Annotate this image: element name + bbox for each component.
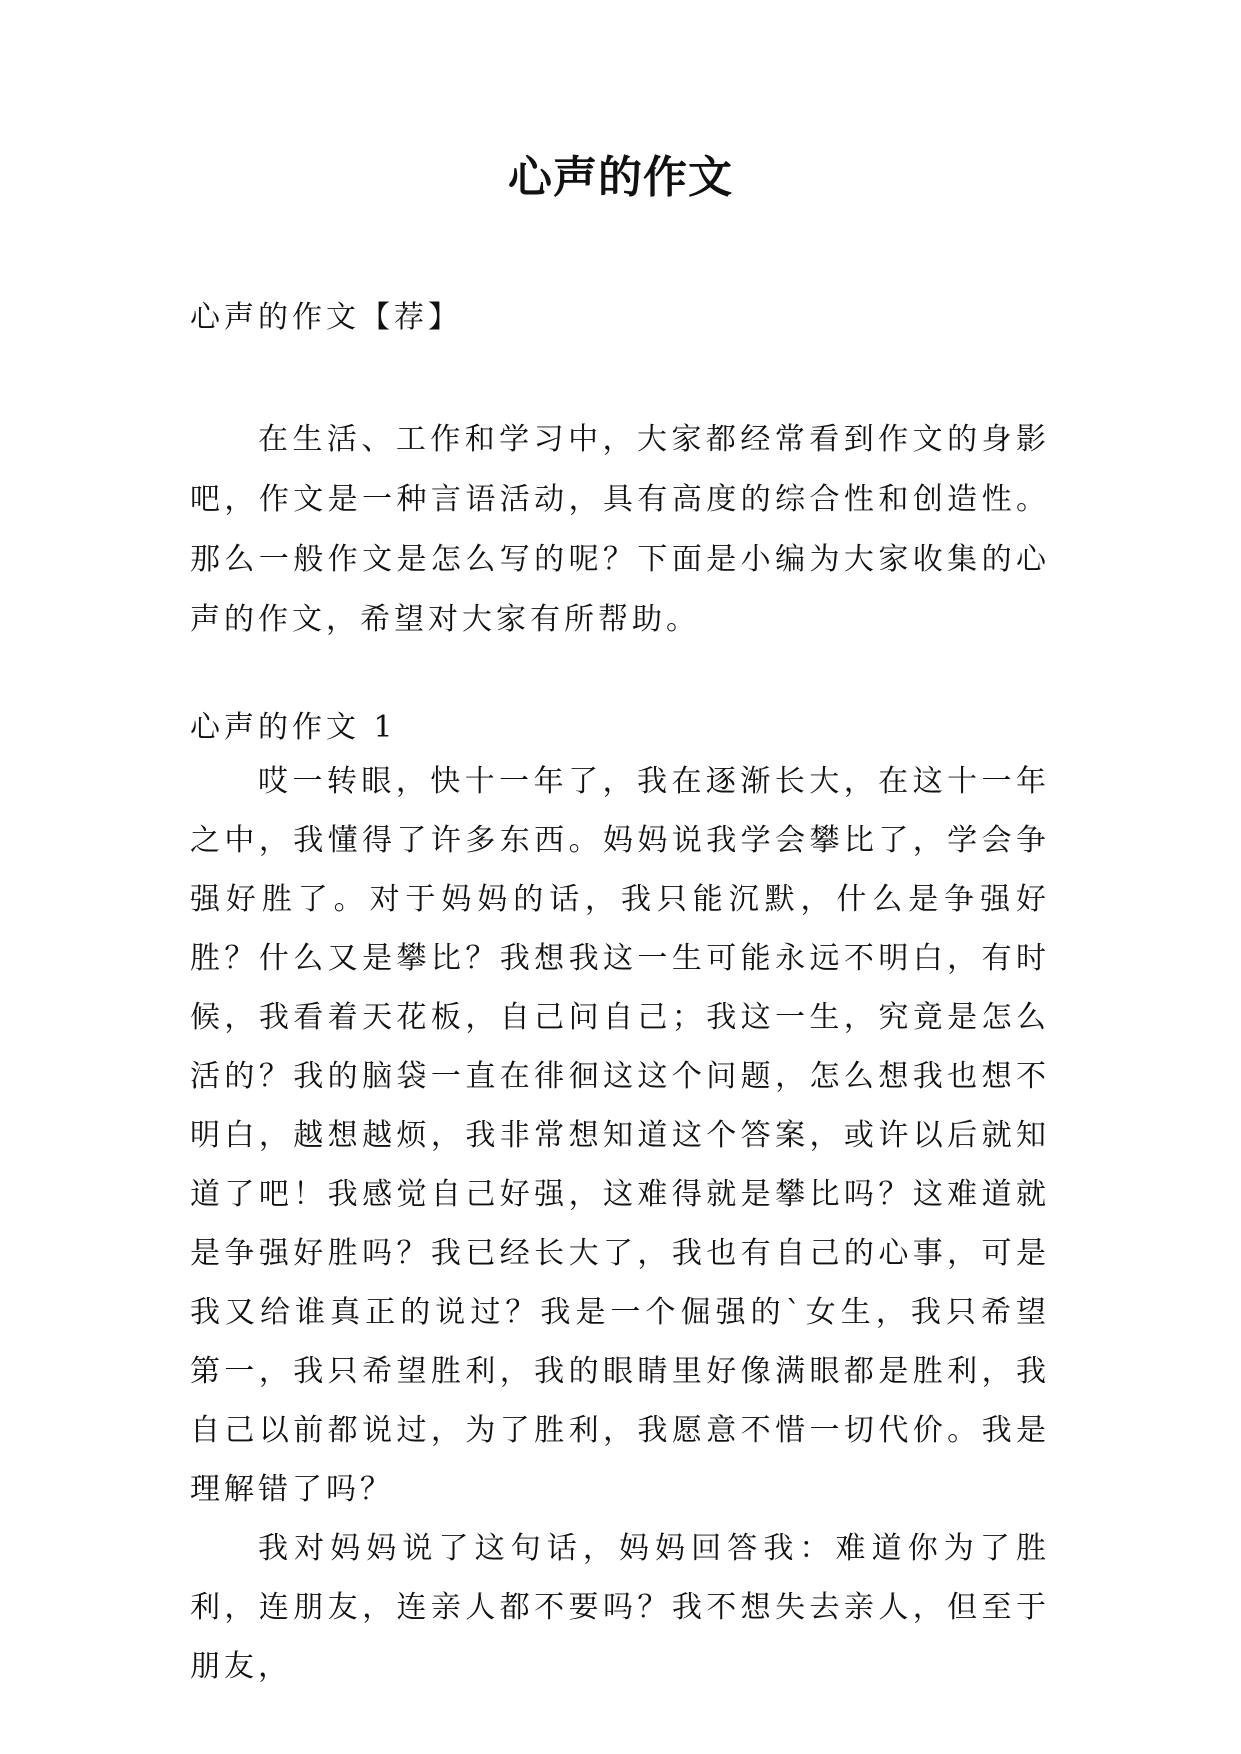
document-title: 心声的作文 <box>508 152 733 203</box>
subtitle-heading: 心声的作文【荐】 <box>190 300 462 335</box>
essay-1-body <box>190 752 1050 1696</box>
essay-paragraph: 哎一转眼，快十一年了，我在逐渐长大，在这十一年之中，我懂得了许多东西。妈妈说我学会攀比了，学会争强好胜了。对于妈妈的话，我只能沉默，什么是争强好胜？什么又是攀比？我想我这一生可能永远不明白，有时候，我看着天花板，自己问自己；我这一生，究竟是怎么活的？我的脑袋一直在徘徊这这个问题，怎么想我也想不明白，越想越烦，我非常想知道这个答案，或许以后就知道了吧！我感觉自己好强，这难得就是攀比吗？这难道就是争强好胜吗？我已经长大了，我也有自己的心事，可是我又给谁真正的说过？我是一个倔强的`女生，我只希望第一，我只希望胜利，我的眼睛里好像满眼都是胜利，我自己以前都说过，为了胜利，我愿意不惜一切代价。我是理解错了吗？ <box>190 764 1050 1507</box>
intro-paragraph: 在生活、工作和学习中，大家都经常看到作文的身影吧，作文是一种言语活动，具有高度的综合性和创造性。那么一般作文是怎么写的呢？下面是小编为大家收集的心声的作文，希望对大家有所帮助。 <box>190 422 1050 637</box>
essay-paragraph: 我对妈妈说了这句话，妈妈回答我：难道你为了胜利，连朋友，连亲人都不要吗？我不想失去亲人，但至于朋友， <box>190 1531 1050 1684</box>
essay-1-heading: 心声的作文 1 <box>190 710 397 745</box>
